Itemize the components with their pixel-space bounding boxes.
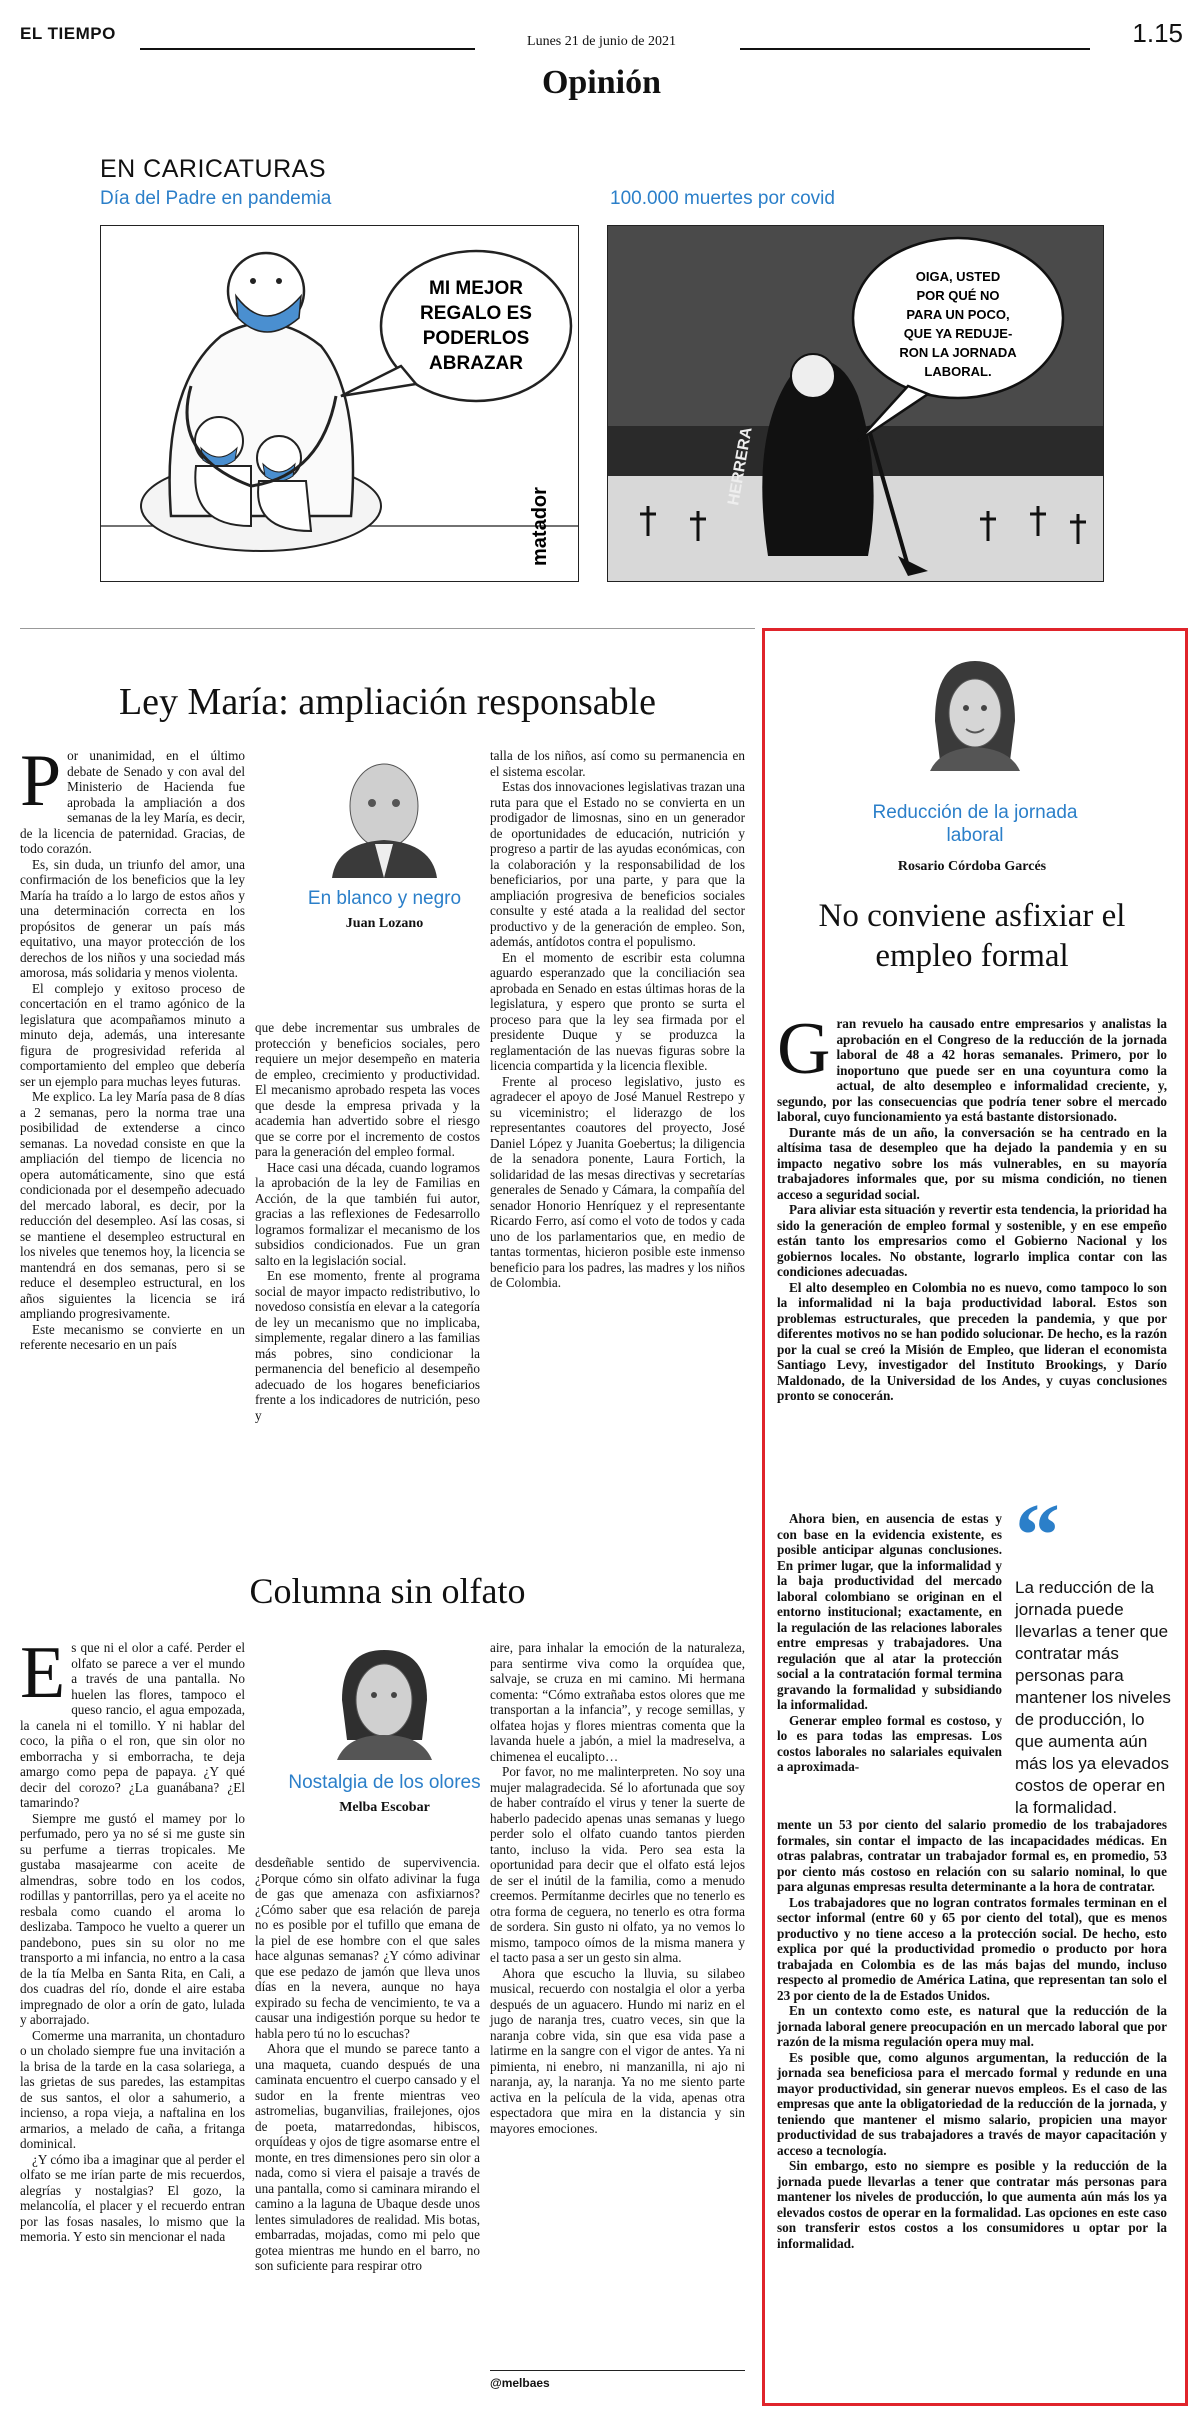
svg-text:PARA UN POCO,: PARA UN POCO, bbox=[906, 307, 1010, 322]
masthead bbox=[20, 18, 1183, 58]
section-title: Opinión bbox=[541, 64, 662, 101]
paragraph: mente un 53 por ciento del salario promedio de los trabajadores formales, sin contar el impacto de las incapacidades médicas. En otras palabras, contratar un trabajador formal es, en promedio, 53 por ciento más costoso en relación con su salario nominal, lo que para algunas empresas resulta determinante a la hora de contratar. bbox=[777, 1817, 1167, 1894]
svg-text:PODERLOS: PODERLOS bbox=[422, 328, 530, 349]
article2-handle: @melbaes bbox=[490, 2376, 550, 2390]
article1-headline: Ley María: ampliación responsable bbox=[118, 681, 657, 723]
paragraph: Me explico. La ley María pasa de 8 días a 2 semanas, pero la norma trae una posibilidad de extenderse a cinco semanas. La novedad consiste en que la ampliación del tiempo de licencia no opera automáticamente, sino que está condicionada por el desempeño adecuado del mercado laboral, es decir, por la reducción del desempleo. Así las cosas, si se mantiene el desempleo estructural en los niveles que tenemos hoy, la licencia se mantendrá en dos semanas, pero si se reduce el desempleo estructural, en los años siguientes la licencia se irá ampliando progresivamente. bbox=[20, 1089, 245, 1321]
paragraph: Por favor, no me malinterpreten. No soy una mujer malagradecida. Sé lo afortunada que soy de haber contraído el virus y tener la suerte de haberlo padecido apenas unas semanas y luego perder solo el olfato cuando tantos pierden tanto, incluso la vida. Pero sea esta la oportunidad para decir que el olfato está lejos de ser el inútil de la familia, como a menudo creemos. Permítanme decirles que no tenerlo es otra forma de ceguera, no tenerlo es otra forma de sordera. Sin gusto ni olfato, ya no vemos lo mismo, tampoco oímos de la misma manera y el tacto pasa a ser un gesto sin alma. bbox=[490, 1764, 745, 1965]
paragraph: Es posible que, como algunos argumentan, la reducción de la jornada sea beneficiosa para el mercado formal y redunde en una mayor productividad, sin generar nuevos empleos. Es el caso de las empresas que ante la obligatoriedad de la reducción de la jornada, y teniendo que mantener el mismo salario, propicien una mayor productividad de sus trabajadores a través de mayor capacitación y acceso a tecnología. bbox=[777, 2049, 1167, 2158]
paragraph: Comerme una marranita, un chontaduro o un cholado siempre fue una invitación a la brisa de la tarde en la casa solariega, a las grietas de sus paredes, las estampitas de sus santos, el olor a sahumerio, a incienso, a ropa vieja, a naftalina en los armarios, a melado de caña, a fritanga dominical. bbox=[20, 2027, 245, 2151]
author-photo bbox=[910, 651, 1040, 771]
svg-text:OIGA, USTED: OIGA, USTED bbox=[915, 269, 1001, 284]
paragraph: Generar empleo formal es costoso, y lo es para todas las empresas. Los costos laborales no salariales equivalen a aproximada- bbox=[777, 1712, 1002, 1774]
page-number: 1.15 bbox=[1132, 18, 1183, 48]
paragraph: Ahora que el mundo se parece tanto a una maqueta, cuando después de una caminata encuentro el cuerpo cansado y el sudor en la frente mientras veo astromelias, buganvilias, frailejones, ojos de poeta, matarredondas, hibiscos, orquídeas y ojos de tigre asomarse entre el monte, en tres dimensiones pero sin olor a nada, como si viera el paisaje a través de una pantalla, como si caminara mirando el camino a la laguna de Ubaque desde unos lentes simuladores de realidad. Mis botas, embarradas, mojadas, como mi pelo que gotea mientras me hundo en el barro, no son suficiente para respirar otro bbox=[255, 2041, 480, 2273]
article3-box bbox=[762, 628, 1188, 2406]
svg-text:ABRAZAR: ABRAZAR bbox=[429, 353, 523, 374]
article3-body bbox=[777, 1008, 1167, 1404]
paragraph: Para aliviar esta situación y revertir esta tendencia, la prioridad ha sido la generación de empleo formal y sostenible, y en ese empeño están tanto los empresarios como el Gobierno Nacional y los gobiernos locales. No obstante, lograrlo implica contar con las condiciones adecuadas. bbox=[777, 1202, 1167, 1279]
paragraph: desdeñable sentido de supervivencia. ¿Porque cómo sin olfato adivinar la fuga de gas que amenaza con asfixiarnos? ¿Cómo saber que esa relación de pareja no es posible por el tufillo que emana de la piel de ese hombre con el que sales hace algunas semanas? ¿Y cómo adivinar que ese pedazo de jamón que lleva unos días en la nevera, aunque no haya expirado su fecha de vencimiento, te va a causar una indigestión porque su hedor te habla pero tú no lo escuchas? bbox=[255, 1855, 480, 2041]
svg-text:QUE YA REDUJE-: QUE YA REDUJE- bbox=[903, 326, 1013, 341]
paragraph: Estas dos innovaciones legislativas trazan una ruta para que el Estado no se convierta en un prodigador de limosnas, sino en un generador de oportunidades de educación, nutrición y progreso a partir de las ayudas económicas, con la colaboración y la responsabilidad de los beneficiarios, por una parte, y para que la ampliación progresiva de beneficios sociales consulte y esté atada a la realidad del sector productivo y de la generación de empleo. Son, además, antídotos contra el populismo. bbox=[490, 779, 745, 949]
article1-author: Juan Lozano bbox=[345, 916, 424, 931]
issue-date: Lunes 21 de junio de 2021 bbox=[527, 34, 676, 49]
paragraph: que debe incrementar sus umbrales de protección y beneficios sociales, pero requiere un mejor desempeño en materia de empleo, crecimiento y productividad. El mecanismo aprobado respeta las voces que desde la empresa privada y la academia han advertido sobre el riesgo que se corre por el incremento de costos para la generación del empleo formal. bbox=[255, 1020, 480, 1159]
svg-text:MI MEJOR: MI MEJOR bbox=[429, 278, 523, 299]
cartoon-right-caption: 100.000 muertes por covid bbox=[610, 188, 835, 209]
handle-rule bbox=[490, 2370, 745, 2371]
article1-col2 bbox=[255, 1020, 480, 1423]
cartoon-left-caption: Día del Padre en pandemia bbox=[100, 188, 332, 209]
article1-author-box bbox=[272, 748, 497, 943]
article2-dropcap: E bbox=[20, 1632, 66, 1714]
paragraph: s que ni el olor a café. Perder el olfato se parece a ver el mundo a través de una pantalla. No huelen las flores, tampoco el queso rancio, el agua empozada, la canela ni el tomillo. Y ni hablar del coco, la piña o el ron, que sin olor no emborracha y si emborracha, te deja amargo como pepa de papaya. ¿Y qué decir del corozo? ¿La guanábana? ¿El tamarindo? bbox=[20, 1640, 245, 1810]
cartoon-left-drawing bbox=[101, 226, 578, 581]
svg-text:LABORAL.: LABORAL. bbox=[924, 364, 992, 379]
paragraph: Sin embargo, esto no siempre es posible y la reducción de la jornada puede llevarlas a tener que contratar más personas para mantener los niveles de producción, lo que aumenta aún más los ya elevados costos de operar en la formalidad. Las opciones en este caso son transferir estos costos a los consumidores u optar por la informalidad. bbox=[777, 2158, 1167, 2251]
article2-headline: Columna sin olfato bbox=[249, 1571, 526, 1611]
paragraph: Este mecanismo se convierte en un referente necesario en un país bbox=[20, 1321, 245, 1352]
section-divider bbox=[20, 628, 755, 629]
article3-narrow-col bbox=[777, 1511, 1002, 1775]
svg-text:REGALO ES: REGALO ES bbox=[420, 303, 532, 324]
article1-col1 bbox=[20, 740, 245, 1353]
cartoon-right-drawing bbox=[608, 226, 1103, 581]
article2-col2 bbox=[255, 1855, 480, 2274]
article2-col3 bbox=[490, 1640, 745, 2136]
pull-quote bbox=[1015, 1486, 1175, 1819]
cartoon-right bbox=[607, 225, 1104, 582]
article2-column-name: Nostalgia de los olores bbox=[288, 1772, 481, 1793]
article2-author-box bbox=[272, 1640, 497, 1830]
paragraph: Durante más de un año, la conversación se ha centrado en la altísima tasa de desempleo que ha dejado la pandemia y en su impacto negativo sobre los más vulnerables, en su mayoría trabajadores informales que, por su misma condición, no tienen acceso a seguridad social. bbox=[777, 1124, 1167, 1202]
article3-headline: No conviene asfixiar el empleo formal bbox=[818, 898, 1126, 974]
article1-column-name: En blanco y negro bbox=[307, 888, 462, 909]
brand-logo: EL TIEMPO bbox=[20, 24, 116, 43]
svg-text:HERRERA: HERRERA bbox=[725, 425, 756, 507]
paragraph: El complejo y exitoso proceso de concertación en el tramo agónico de la legislatura que acompañamos minuto a minuto deja, además, una interesante figura de progresividad referida al comportamiento del empleo que debería ser un ejemplo para muchas leyes futuras. bbox=[20, 980, 245, 1089]
author-photo bbox=[272, 1640, 497, 1760]
masthead-rule-right bbox=[740, 48, 1090, 50]
paragraph: ¿Y cómo iba a imaginar que al perder el olfato se me irían parte de mis recuerdos, alegrías y nostalgias? El gozo, la melancolía, el placer y el recuerdo entran por las fosas nasales, lo mismo que la memoria. Y esto sin mencionar el nada bbox=[20, 2151, 245, 2244]
paragraph: En un contexto como este, es natural que la reducción de la jornada laboral genere preocupación en un mercado laboral que por razón de la misma regulación opera muy mal. bbox=[777, 2003, 1167, 2049]
paragraph: Ahora bien, en ausencia de estas y con base en la evidencia existente, es posible anticipar algunas conclusiones. En primer lugar, que la informalidad y la baja productividad del mercado laboral colombiano se originan en el entorno institucional; exactamente, en la regulación de las relaciones laborales entre empresas y trabajadores. Una regulación que al atar la protección social a la contratación formal termina gravando la formalidad y subsidiando la informalidad. bbox=[777, 1511, 1002, 1712]
paragraph: talla de los niños, así como su permanencia en el sistema escolar. bbox=[490, 748, 745, 779]
paragraph: ran revuelo ha causado entre empresarios y analistas la aprobación en el Congreso de la reducción de la jornada laboral de 48 a 42 horas semanales. Primero, por lo inoportuno que puede ser en una coyuntura como la actual, de alto desempleo e informalidad creciente, y, segundo, por las consecuencias que podría tener sobre el mercado laboral, cuyo funcionamiento ya está bastante distorsionado. bbox=[777, 1016, 1167, 1124]
article3-body-rest bbox=[777, 1817, 1167, 2251]
paragraph: Siempre me gustó el mamey por lo perfumado, pero ya no sé si me guste sin su perfume a tierras tropicales. Me gustaba masajearme con aceite de almendras, sobre todo en los codos, rodillas y pantorrillas, pero ya el aceite no resbala como cuando el aroma lo deslizaba. Tampoco he vuelto a querer un pandebono, pues sin su olor no me transporto a mi infancia, no entro a la casa de la tía Melba en Santa Rita, en Cali, a dos cuadras del río, donde el aire estaba impregnado de olor a orín de gato, lulada y aborrajado. bbox=[20, 1810, 245, 2027]
article3-author: Rosario Córdoba Garcés bbox=[897, 859, 1047, 874]
svg-text:matador: matador bbox=[529, 487, 551, 566]
cartoon-left bbox=[100, 225, 579, 582]
paragraph: En ese momento, frente al programa social de mayor impacto redistributivo, lo novedoso consistía en elevar a la categoría de ley un mecanismo que no implicaba, simplemente, regalar dinero a las familias más pobres, sino condicionar la permanencia del beneficio al desempeño adecuado de los hogares beneficiarios frente a los indicadores de nutrición, peso y bbox=[255, 1268, 480, 1423]
svg-text:RON LA JORNADA: RON LA JORNADA bbox=[899, 345, 1017, 360]
paragraph: Es, sin duda, un triunfo del amor, una confirmación de los beneficios que la ley María ha traído a lo largo de estos años y una determinación correcta en los propósitos de generar un país más equitativo, una mayor protección de los derechos de los niños y una sociedad más amorosa, más solidaria y menos violenta. bbox=[20, 856, 245, 980]
article3-column-name: Reducción de la jornada laboral bbox=[872, 802, 1078, 846]
svg-text:POR QUÉ NO: POR QUÉ NO bbox=[916, 288, 1000, 303]
paragraph: En el momento de escribir esta columna aguardo esperanzado que la conciliación sea aprobada en Senado en estas últimas horas de la legislatura, y espero que pronto se surta el proceso para que la ley sea firmada por el presidente Duque y se produzca la reglamentación de las nuevas figuras sobre la licencia compartida y la licencia flexible. bbox=[490, 949, 745, 1073]
article2-author: Melba Escobar bbox=[339, 1800, 430, 1815]
author-photo bbox=[272, 748, 497, 878]
paragraph: aire, para inhalar la emoción de la naturaleza, para sentirme viva como la orquídea que, salvaje, se cruza en mi camino. Mi hermana comenta: “Cómo extrañaba estos olores que me transportan a la infancia”, y recoge semillas, y olfatea hojas y flores mientras comenta que la lavanda huele a jabón, a miel la madreselva, a chimenea el eucalipto… bbox=[490, 1640, 745, 1764]
paragraph: Ahora que escucho la lluvia, su silabeo musical, recuerdo con nostalgia el olor a yerba después de un aguacero. Hundo mi nariz en el jugo de naranja tres, cuatro veces, sin que la naranja cobre vida, sin que esa vida pase a latirme en la sangre con el vigor de antes. Ya ni pimienta, ni enebro, ni manzanilla, ni ajo ni naranja, ay, la naranja. Ya no me siento parte activa en la película de la vida, apenas otra espectadora que mira en la distancia y sin mayores emociones. bbox=[490, 1965, 745, 2136]
article3-dropcap: G bbox=[777, 1008, 831, 1090]
paragraph: El alto desempleo en Colombia no es nuevo, como tampoco lo son la informalidad ni la baja productividad laboral. Estos son problemas estructurales, que preceden la pandemia, y que por diferentes motivos no se han podido solucionar. De hecho, es la razón por la cual se creó la Misión de Empleo, que lideran el economista Santiago Levy, investigador del Instituto Brookings, y Darío Maldonado, de la Universidad de los Andes, y cuyas conclusiones pronto se conocerán. bbox=[777, 1279, 1167, 1403]
pull-quote-text: La reducción de la jornada puede llevarlas a tener que contratar más personas para mantener los niveles de producción, lo que aumenta aún más los ya elevados costos de operar en la formalidad. bbox=[1015, 1578, 1171, 1817]
paragraph: Los trabajadores que no logran contratos formales terminan en el sector informal (entre 60 y 65 por ciento del total), que es menos productivo y no tiene acceso a la protección social. De hecho, esto explica por qué la productividad promedio o producto por hora trabajada en Colombia es de las más bajas del mundo, incluso respecto al promedio de América Latina, que representan tan solo el 23 por ciento de la de Estados Unidos. bbox=[777, 1894, 1167, 2003]
quote-mark: “ bbox=[1015, 1486, 1060, 1585]
article1-dropcap: P bbox=[20, 740, 62, 822]
paragraph: Hace casi una década, cuando logramos la aprobación de la ley de Familias en Acción, de la que también fui autor, gracias a las reflexiones de Fedesarrollo logramos formalizar el mecanismo de los subsidios condicionados. Fue un gran salto en la legislación social. bbox=[255, 1159, 480, 1268]
article2-col1 bbox=[20, 1632, 245, 2245]
article1-col3 bbox=[490, 748, 745, 1291]
paragraph: Frente al proceso legislativo, justo es agradecer el apoyo de José Manuel Restrepo y su viceministro; el liderazgo de los representantes coautores del proyecto, José Daniel López y Juanita Goebertus; la diligencia de la senadora ponente, Laura Fortich, la solidaridad de las mesas directivas y secretarías generales de Senado y Cámara, la compañía del senador Honorio Henríquez y el representante Ricardo Ferro, así como el voto de todos y cada uno de los parlamentarios que, en medio de tantas tormentas, hicieron posible este inmenso beneficio para los padres, las madres y los niños de Colombia. bbox=[490, 1073, 745, 1290]
caricaturas-title: EN CARICATURAS bbox=[100, 155, 327, 183]
paragraph: or unanimidad, en el último debate de Senado y con aval del Ministerio de Hacienda fue aprobada la ampliación a dos semanas de la ley María, es decir, de la licencia de paternidad. Gracias, de todo corazón. bbox=[20, 748, 245, 856]
